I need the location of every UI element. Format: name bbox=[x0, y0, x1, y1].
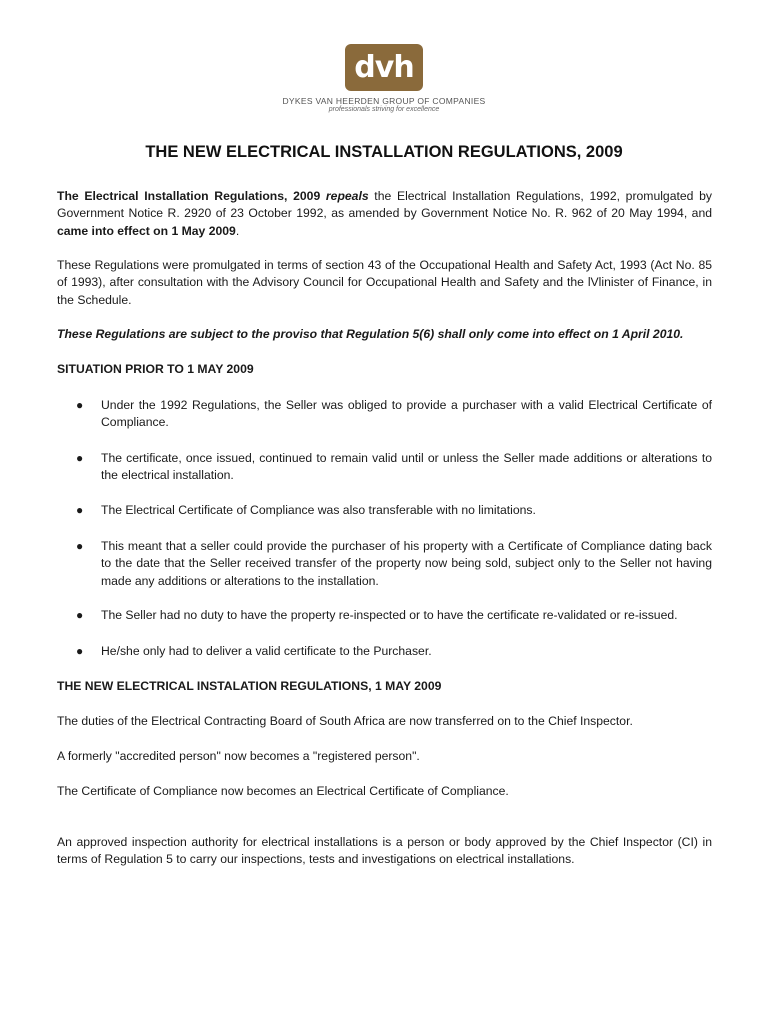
section-heading-prior: SITUATION PRIOR TO 1 MAY 2009 bbox=[57, 362, 254, 376]
intro-body: the Electrical Installation Regulations, 1992, promulgated by Government Notice R. 2920 of 23 October 1992, as amended by Government Notice No. R. 962 of 20 May 1994, and bbox=[57, 189, 712, 221]
logo-company-name: DYKES VAN HEERDEN GROUP OF COMPANIES bbox=[282, 96, 486, 106]
registered-person-paragraph: A formerly "accredited person" now becomes a "registered person". bbox=[57, 749, 420, 763]
list-item: ● He/she only had to deliver a valid certificate to the Purchaser. bbox=[76, 643, 712, 660]
certificate-paragraph: The Certificate of Compliance now becomes an Electrical Certificate of Compliance. bbox=[57, 784, 509, 798]
proviso-paragraph: These Regulations are subject to the proviso that Regulation 5(6) shall only come into effect on 1 April 2010. bbox=[57, 327, 684, 341]
section-heading-new: THE NEW ELECTRICAL INSTALATION REGULATIONS, 1 MAY 2009 bbox=[57, 679, 442, 693]
list-item: ● The Electrical Certificate of Compliance was also transferable with no limitations. bbox=[76, 502, 712, 519]
duties-paragraph: The duties of the Electrical Contracting Board of South Africa are now transferred on to the Chief Inspector. bbox=[57, 714, 633, 728]
bullet-icon: ● bbox=[76, 539, 84, 553]
list-item: ● Under the 1992 Regulations, the Seller was obliged to provide a purchaser with a valid Electrical Certificate of Compliance. bbox=[76, 397, 712, 432]
bullet-icon: ● bbox=[76, 451, 84, 465]
inspection-authority-paragraph: An approved inspection authority for electrical installations is a person or body approved by the Chief Inspector (CI) in terms of Regulation 5 to carry our inspections, tests and investigations on electrical installations. bbox=[57, 835, 712, 867]
bullet-icon: ● bbox=[76, 503, 84, 517]
logo-mark: dvh bbox=[354, 49, 414, 85]
intro-end: . bbox=[235, 223, 240, 238]
logo-tagline: professionals striving for excellence bbox=[328, 106, 440, 113]
list-item: ● This meant that a seller could provide the purchaser of his property with a Certificate of Compliance dating back to the date that the Seller received transfer of the property now being sold, subject only to the Seller not having made any additions or alterations to the installation. bbox=[76, 538, 712, 590]
bullet-icon: ● bbox=[76, 644, 84, 658]
promulgation-paragraph: These Regulations were promulgated in terms of section 43 of the Occupational Health and Safety Act, 1993 (Act No. 85 of 1993), after consultation with the Advisory Council for Occupational Health and Safety and the lVlinister of Finance, in the Schedule. bbox=[57, 258, 712, 307]
document-title: THE NEW ELECTRICAL INSTALLATION REGULATIONS, 2009 bbox=[145, 143, 623, 161]
intro-paragraph bbox=[57, 188, 712, 240]
company-logo bbox=[345, 44, 423, 91]
list-item: ● The certificate, once issued, continued to remain valid until or unless the Seller made additions or alterations to the electrical installation. bbox=[76, 450, 712, 485]
list-item: ● The Seller had no duty to have the property re-inspected or to have the certificate re-validated or re-issued. bbox=[76, 607, 712, 624]
intro-repeals: repeals bbox=[325, 189, 369, 203]
bullet-icon: ● bbox=[76, 608, 84, 622]
intro-effective: came into effect on 1 May 2009 bbox=[57, 223, 236, 238]
bullet-icon: ● bbox=[76, 398, 84, 412]
intro-lead: The Electrical Installation Regulations, 2009 bbox=[57, 189, 326, 203]
